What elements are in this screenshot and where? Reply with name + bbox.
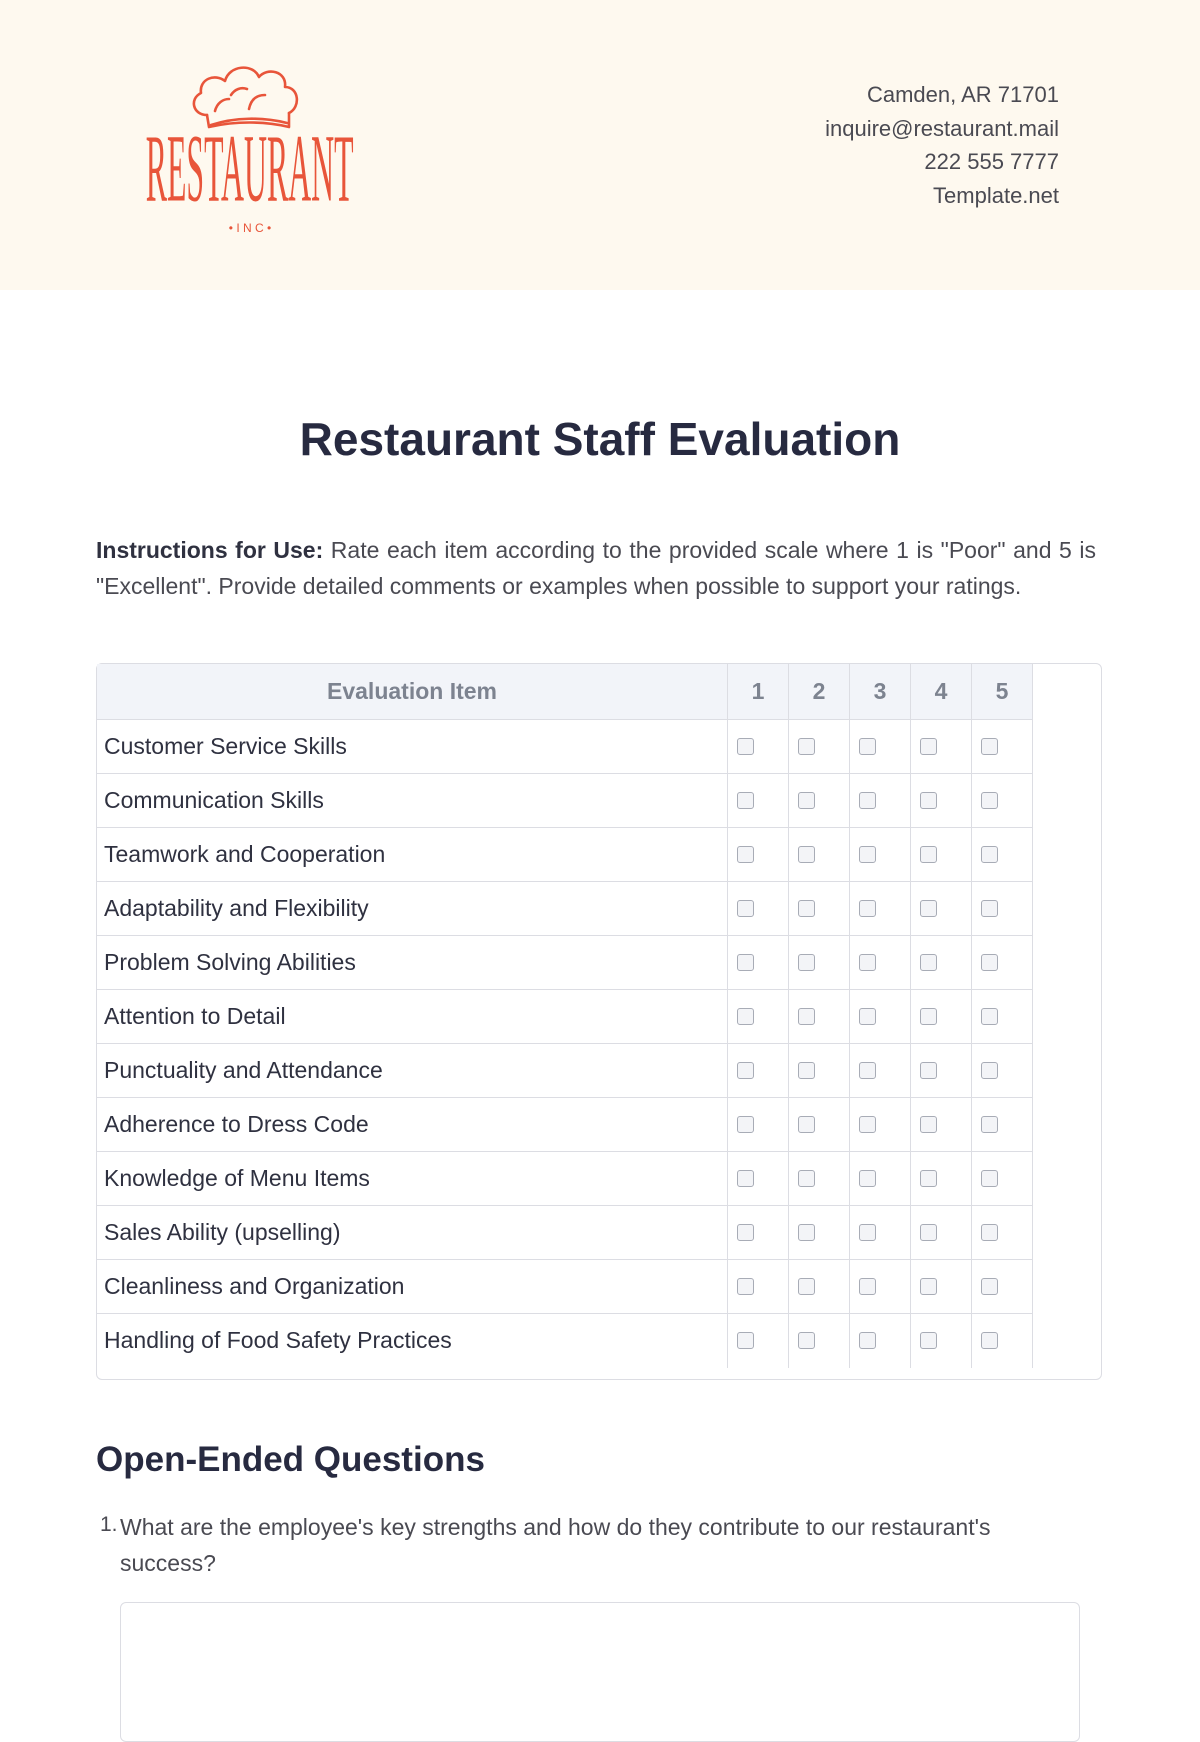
- rating-cell-5: [972, 990, 1033, 1044]
- rating-cell-3: [850, 720, 911, 774]
- rating-cell-2: [789, 990, 850, 1044]
- rating-cell-2: [789, 1206, 850, 1260]
- rating-checkbox-5[interactable]: [981, 954, 998, 971]
- rating-cell-2: [789, 1098, 850, 1152]
- rating-checkbox-1[interactable]: [737, 1062, 754, 1079]
- rating-checkbox-2[interactable]: [798, 792, 815, 809]
- rating-cell-3: [850, 828, 911, 882]
- rating-checkbox-1[interactable]: [737, 1008, 754, 1025]
- rating-checkbox-1[interactable]: [737, 954, 754, 971]
- rating-cell-1: [728, 990, 789, 1044]
- contact-email[interactable]: inquire@restaurant.mail: [825, 115, 1059, 141]
- rating-checkbox-3[interactable]: [859, 738, 876, 755]
- rating-cell-4: [911, 1152, 972, 1206]
- rating-checkbox-2[interactable]: [798, 1008, 815, 1025]
- rating-checkbox-2[interactable]: [798, 1116, 815, 1133]
- rating-cell-5: [972, 1044, 1033, 1098]
- rating-checkbox-2[interactable]: [798, 954, 815, 971]
- rating-checkbox-5[interactable]: [981, 1278, 998, 1295]
- rating-checkbox-2[interactable]: [798, 1278, 815, 1295]
- rating-checkbox-4[interactable]: [920, 792, 937, 809]
- rating-checkbox-2[interactable]: [798, 1170, 815, 1187]
- rating-checkbox-1[interactable]: [737, 792, 754, 809]
- rating-cell-1: [728, 1206, 789, 1260]
- rating-cell-3: [850, 990, 911, 1044]
- rating-cell-2: [789, 1260, 850, 1314]
- rating-checkbox-4[interactable]: [920, 846, 937, 863]
- rating-checkbox-4[interactable]: [920, 1008, 937, 1025]
- rating-cell-2: [789, 1314, 850, 1368]
- rating-checkbox-5[interactable]: [981, 792, 998, 809]
- rating-checkbox-3[interactable]: [859, 1332, 876, 1349]
- table-row: [97, 1098, 1033, 1152]
- rating-checkbox-2[interactable]: [798, 738, 815, 755]
- instructions-label: Instructions for Use:: [96, 537, 324, 563]
- rating-checkbox-5[interactable]: [981, 846, 998, 863]
- rating-cell-5: [972, 936, 1033, 990]
- rating-checkbox-5[interactable]: [981, 900, 998, 917]
- rating-checkbox-2[interactable]: [798, 1224, 815, 1241]
- rating-cell-4: [911, 990, 972, 1044]
- table-row: [97, 882, 1033, 936]
- rating-checkbox-1[interactable]: [737, 1116, 754, 1133]
- column-header-score-4: 4: [911, 664, 972, 720]
- rating-cell-4: [911, 774, 972, 828]
- column-header-score-3: 3: [850, 664, 911, 720]
- rating-cell-1: [728, 1098, 789, 1152]
- rating-checkbox-4[interactable]: [920, 738, 937, 755]
- rating-checkbox-4[interactable]: [920, 954, 937, 971]
- table-row: [97, 720, 1033, 774]
- rating-cell-5: [972, 1260, 1033, 1314]
- rating-cell-4: [911, 1260, 972, 1314]
- logo-wordmark: RESTAURANT: [145, 115, 354, 223]
- rating-cell-1: [728, 828, 789, 882]
- rating-checkbox-1[interactable]: [737, 1224, 754, 1241]
- rating-cell-4: [911, 936, 972, 990]
- rating-cell-3: [850, 1152, 911, 1206]
- rating-cell-3: [850, 1044, 911, 1098]
- rating-cell-3: [850, 1098, 911, 1152]
- rating-checkbox-4[interactable]: [920, 1278, 937, 1295]
- question-text: What are the employee's key strengths and how do they contribute to our restaurant's success?: [120, 1514, 991, 1576]
- rating-checkbox-1[interactable]: [737, 900, 754, 917]
- rating-cell-2: [789, 720, 850, 774]
- rating-cell-1: [728, 1260, 789, 1314]
- contact-phone: 222 555 7777: [924, 149, 1059, 174]
- rating-checkbox-3[interactable]: [859, 846, 876, 863]
- evaluation-item-label: Problem Solving Abilities: [97, 936, 728, 990]
- column-header-score-1: 1: [728, 664, 789, 720]
- instructions-text: Rate each item according to the provided scale where 1 is "Poor" and 5 is "Excellent". Provide detailed comments or examples when possible to support your ratings.: [96, 537, 1096, 599]
- letterhead: [0, 0, 1200, 290]
- table-row: [97, 1260, 1033, 1314]
- evaluation-item-label: Cleanliness and Organization: [97, 1260, 728, 1314]
- column-header-score-2: 2: [789, 664, 850, 720]
- evaluation-item-label: Communication Skills: [97, 774, 728, 828]
- rating-cell-3: [850, 1206, 911, 1260]
- rating-cell-1: [728, 720, 789, 774]
- rating-cell-3: [850, 882, 911, 936]
- contact-address: Camden, AR 71701: [866, 82, 1059, 107]
- column-header-evaluation-item: Evaluation Item: [97, 664, 728, 720]
- instructions: [96, 532, 1096, 604]
- evaluation-item-label: Sales Ability (upselling): [97, 1206, 728, 1260]
- question-item: [96, 1509, 1096, 1581]
- rating-cell-2: [789, 774, 850, 828]
- open-ended-questions-title: Open-Ended Questions: [96, 1440, 485, 1479]
- rating-checkbox-2[interactable]: [798, 1332, 815, 1349]
- rating-checkbox-5[interactable]: [981, 1116, 998, 1133]
- rating-checkbox-3[interactable]: [859, 1008, 876, 1025]
- rating-cell-3: [850, 936, 911, 990]
- table-row: [97, 990, 1033, 1044]
- rating-checkbox-5[interactable]: [981, 1008, 998, 1025]
- rating-checkbox-4[interactable]: [920, 1062, 937, 1079]
- rating-cell-4: [911, 720, 972, 774]
- answer-textarea[interactable]: [120, 1602, 1080, 1742]
- rating-checkbox-5[interactable]: [981, 738, 998, 755]
- rating-checkbox-4[interactable]: [920, 1170, 937, 1187]
- rating-cell-2: [789, 1152, 850, 1206]
- rating-cell-1: [728, 1314, 789, 1368]
- evaluation-item-label: Handling of Food Safety Practices: [97, 1314, 728, 1368]
- evaluation-item-label: Adherence to Dress Code: [97, 1098, 728, 1152]
- rating-cell-3: [850, 774, 911, 828]
- rating-cell-4: [911, 1314, 972, 1368]
- rating-checkbox-3[interactable]: [859, 1062, 876, 1079]
- rating-checkbox-3[interactable]: [859, 1116, 876, 1133]
- rating-cell-1: [728, 774, 789, 828]
- rating-checkbox-2[interactable]: [798, 900, 815, 917]
- evaluation-item-label: Punctuality and Attendance: [97, 1044, 728, 1098]
- rating-checkbox-3[interactable]: [859, 900, 876, 917]
- page-title: Restaurant Staff Evaluation: [299, 413, 901, 465]
- evaluation-item-label: Adaptability and Flexibility: [97, 882, 728, 936]
- rating-cell-3: [850, 1314, 911, 1368]
- rating-cell-4: [911, 882, 972, 936]
- rating-checkbox-1[interactable]: [737, 738, 754, 755]
- rating-checkbox-5[interactable]: [981, 1170, 998, 1187]
- rating-checkbox-1[interactable]: [737, 1332, 754, 1349]
- rating-checkbox-3[interactable]: [859, 1224, 876, 1241]
- restaurant-logo: [135, 55, 365, 245]
- rating-checkbox-5[interactable]: [981, 1062, 998, 1079]
- rating-cell-5: [972, 882, 1033, 936]
- rating-cell-5: [972, 1314, 1033, 1368]
- table-row: [97, 828, 1033, 882]
- rating-checkbox-5[interactable]: [981, 1224, 998, 1241]
- rating-cell-5: [972, 720, 1033, 774]
- rating-cell-4: [911, 1098, 972, 1152]
- rating-cell-2: [789, 882, 850, 936]
- rating-cell-5: [972, 1206, 1033, 1260]
- rating-checkbox-3[interactable]: [859, 1170, 876, 1187]
- contact-info: [825, 78, 1059, 212]
- rating-checkbox-3[interactable]: [859, 792, 876, 809]
- rating-cell-1: [728, 936, 789, 990]
- column-header-score-5: 5: [972, 664, 1033, 720]
- rating-cell-5: [972, 1152, 1033, 1206]
- rating-checkbox-1[interactable]: [737, 1170, 754, 1187]
- rating-checkbox-2[interactable]: [798, 1062, 815, 1079]
- rating-cell-5: [972, 1098, 1033, 1152]
- evaluation-item-label: Attention to Detail: [97, 990, 728, 1044]
- contact-website[interactable]: Template.net: [933, 182, 1059, 208]
- rating-checkbox-4[interactable]: [920, 1224, 937, 1241]
- rating-cell-5: [972, 774, 1033, 828]
- table-row: [97, 1206, 1033, 1260]
- table-row: [97, 936, 1033, 990]
- table-row: [97, 1044, 1033, 1098]
- evaluation-item-label: Knowledge of Menu Items: [97, 1152, 728, 1206]
- rating-checkbox-4[interactable]: [920, 1116, 937, 1133]
- table-row: [97, 1152, 1033, 1206]
- table-header-row: [97, 664, 1033, 720]
- rating-checkbox-1[interactable]: [737, 1278, 754, 1295]
- rating-cell-2: [789, 1044, 850, 1098]
- rating-cell-4: [911, 1206, 972, 1260]
- table-row: [97, 1314, 1033, 1368]
- rating-cell-3: [850, 1260, 911, 1314]
- logo-subtext: • I N C •: [228, 221, 272, 235]
- rating-cell-4: [911, 828, 972, 882]
- table-row: [97, 774, 1033, 828]
- rating-cell-1: [728, 1044, 789, 1098]
- rating-checkbox-1[interactable]: [737, 846, 754, 863]
- rating-checkbox-3[interactable]: [859, 954, 876, 971]
- rating-cell-4: [911, 1044, 972, 1098]
- rating-cell-5: [972, 828, 1033, 882]
- evaluation-table: [96, 663, 1102, 1380]
- rating-cell-2: [789, 936, 850, 990]
- question-number: 1.: [100, 1513, 118, 1536]
- evaluation-item-label: Customer Service Skills: [97, 720, 728, 774]
- rating-cell-1: [728, 882, 789, 936]
- rating-checkbox-4[interactable]: [920, 900, 937, 917]
- rating-cell-1: [728, 1152, 789, 1206]
- rating-cell-2: [789, 828, 850, 882]
- rating-checkbox-3[interactable]: [859, 1278, 876, 1295]
- rating-checkbox-2[interactable]: [798, 846, 815, 863]
- evaluation-item-label: Teamwork and Cooperation: [97, 828, 728, 882]
- rating-checkbox-4[interactable]: [920, 1332, 937, 1349]
- rating-checkbox-5[interactable]: [981, 1332, 998, 1349]
